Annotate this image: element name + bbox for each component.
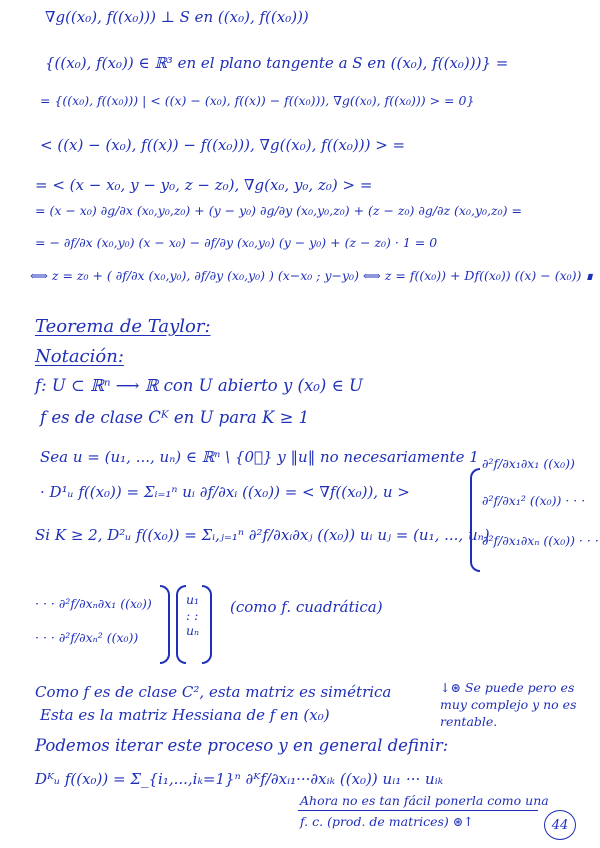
inner-product-line: < ((x) − (x₀), f((x)) − f((x₀))), ∇g((x₀), f((x₀))) > = — [40, 136, 406, 154]
notation-heading: Notación: — [35, 346, 124, 367]
footnote-underline — [298, 810, 538, 811]
matrix-left-bracket-top — [470, 468, 480, 572]
matrix-entry-11: ∂²f/∂x₁∂x₁ ((x₀)) — [482, 456, 575, 471]
partials-expansion-line: = (x − x₀) ∂g/∂x (x₀,y₀,z₀) + (y − y₀) ∂g/∂y (x₀,y₀,z₀) + (z − z₀) ∂g/∂z (x₀,y₀,z₀) = — [35, 203, 522, 218]
matrix-right-bracket — [160, 585, 170, 664]
first-directional-derivative-line: · D¹ᵤ f((x₀)) = Σᵢ₌₁ⁿ uᵢ ∂f/∂xᵢ ((x₀)) = < ∇f((x₀)), u > — [40, 483, 410, 501]
kth-directional-derivative-line: Dᴷᵤ f((x₀)) = Σ_{i₁,...,iₖ=1}ⁿ ∂ᴷf/∂xᵢ₁···∂xᵢₖ ((x₀)) uᵢ₁ ··· uᵢₖ — [35, 770, 444, 788]
coordinates-line: = < (x − x₀, y − y₀, z − z₀), ∇g(x₀, y₀, z₀) > = — [35, 176, 373, 194]
column-vector-u: u₁ : : uₙ — [186, 592, 200, 639]
matrix-entry-first-diagonal: ∂²f/∂x₁² ((x₀)) · · · — [482, 493, 586, 508]
symmetric-matrix-line: Como f es de clase C², esta matriz es simétrica — [35, 683, 392, 701]
footnote-line-1: Ahora no es tan fácil ponerla como una — [300, 793, 549, 808]
vector-right-bracket — [202, 585, 212, 664]
matrix-entry-n1: · · · ∂²f/∂xₙ∂x₁ ((x₀)) — [35, 596, 152, 611]
section-title-taylor: Teorema de Taylor: — [35, 316, 211, 337]
vector-u-line: Sea u = (u₁, ..., uₙ) ∈ ℝⁿ \ {0⃗} y ‖u‖ no necesariamente 1 — [40, 448, 479, 466]
iterate-process-line: Podemos iterar este proceso y en general definir: — [35, 736, 449, 755]
substitution-line: = − ∂f/∂x (x₀,y₀) (x − x₀) − ∂f/∂y (x₀,y₀) (y − y₀) + (z − z₀) · 1 = 0 — [35, 235, 438, 250]
vector-left-bracket — [176, 585, 186, 664]
hessian-matrix-line: Esta es la matriz Hessiana de f en (x₀) — [40, 706, 330, 724]
class-ck-line: f es de clase Cᴷ en U para K ≥ 1 — [40, 408, 310, 427]
tangent-plane-condition-line: = {((x₀), f((x₀))) | < ((x) − (x₀), f((x)) − f((x₀))), ∇g((x₀), f((x₀))) > = 0} — [40, 93, 475, 108]
matrix-entry-1n: ∂²f/∂x₁∂xₙ ((x₀)) · · · — [482, 533, 599, 548]
tangent-plane-equation-line: ⟺ z = z₀ + ( ∂f/∂x (x₀,y₀), ∂f/∂y (x₀,y₀) ) (x−x₀ ; y−y₀) ⟺ z = f((x₀)) + Df((x₀)) ((x) − (x₀)) ∎ — [30, 268, 594, 283]
function-definition-line: f: U ⊂ ℝⁿ ⟶ ℝ con U abierto y (x₀) ∈ U — [35, 376, 363, 395]
tangent-plane-set-line: {((x₀), f(x₀)) ∈ ℝ³ en el plano tangente a S en ((x₀), f((x₀)))} = — [45, 54, 509, 72]
second-directional-derivative-line: Si K ≥ 2, D²ᵤ f((x₀)) = Σᵢ,ⱼ₌₁ⁿ ∂²f/∂xᵢ∂xⱼ ((x₀)) uᵢ uⱼ = (u₁, ..., uₙ) — [35, 526, 490, 544]
page-number: 44 — [544, 810, 576, 840]
footnote-line-2: f. c. (prod. de matrices) ⊛↑ — [300, 814, 474, 829]
quadratic-form-note: (como f. cuadrática) — [230, 598, 383, 616]
gradient-perpendicular-line: ∇g((x₀), f((x₀))) ⊥ S en ((x₀), f((x₀))) — [45, 8, 309, 26]
matrix-entry-nn: · · · ∂²f/∂xₙ² ((x₀)) — [35, 630, 139, 645]
side-note-complex: ↓⊛ Se puede pero es muy complejo y no es rentable. — [440, 680, 577, 729]
